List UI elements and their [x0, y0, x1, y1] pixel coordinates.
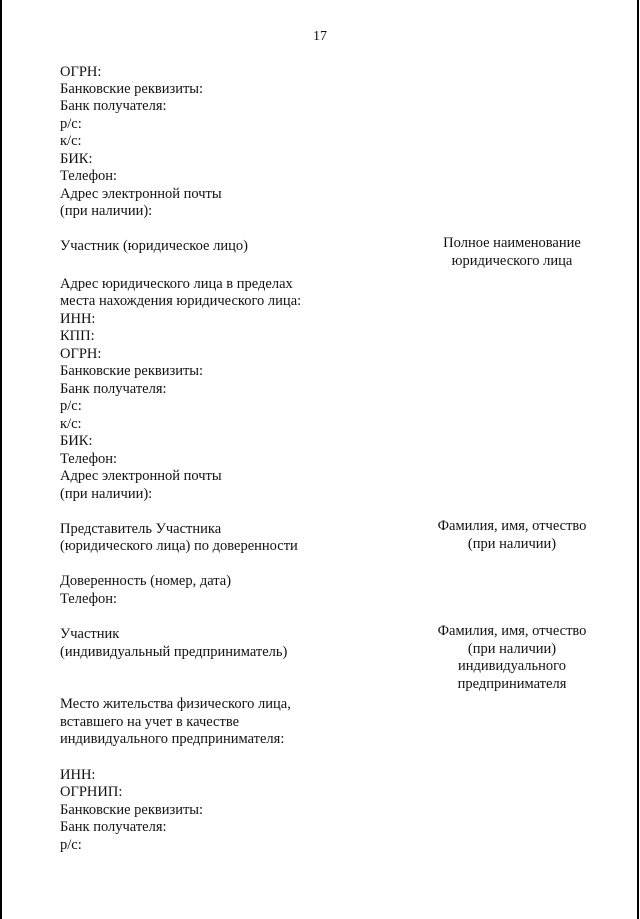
section3-line: ОГРНИП:: [60, 784, 123, 800]
power-of-attorney-line: Телефон:: [60, 591, 118, 607]
section1-line: Банк получателя:: [60, 98, 167, 114]
section1-line: Телефон:: [60, 168, 118, 184]
section2-line: БИК:: [60, 433, 93, 449]
section1-line: ОГРН:: [60, 64, 102, 80]
field-line: (при наличии): [467, 535, 557, 552]
field-line: предпринимателя: [457, 675, 567, 692]
page-number: 17: [313, 29, 327, 44]
right-border: [637, 0, 639, 919]
section2-line: места нахождения юридического лица:: [60, 293, 302, 309]
participant-ie-field: [412, 623, 612, 693]
section3-line: ИНН:: [60, 767, 96, 783]
representative-label: (юридического лица) по доверенности: [60, 538, 298, 554]
section2-line: КПП:: [60, 328, 95, 344]
section3-line: Банк получателя:: [60, 819, 167, 835]
field-line: (при наличии): [467, 640, 557, 657]
residence-line: индивидуального предпринимателя:: [60, 731, 285, 747]
participant-legal-field: [412, 235, 612, 270]
section2-line: Адрес электронной почты: [60, 468, 222, 484]
section1-line: Банковские реквизиты:: [60, 81, 204, 97]
section2-line: р/с:: [60, 398, 82, 414]
section1-line: р/с:: [60, 116, 82, 132]
section3-line: р/с:: [60, 837, 82, 853]
power-of-attorney-line: Доверенность (номер, дата): [60, 573, 232, 589]
section1-line: БИК:: [60, 151, 93, 167]
field-line: Полное наименование: [443, 235, 581, 251]
section2-line: ИНН:: [60, 311, 96, 327]
field-line: Фамилия, имя, отчество: [437, 623, 587, 639]
participant-ie-label: (индивидуальный предприниматель): [60, 644, 288, 660]
residence-line: вставшего на учет в качестве: [60, 714, 240, 730]
representative-label: Представитель Участника: [60, 521, 222, 537]
field-line: индивидуального: [458, 658, 566, 674]
section2-line: к/с:: [60, 416, 82, 432]
field-line: юридического лица: [451, 252, 573, 269]
residence-line: Место жительства физического лица,: [60, 696, 291, 712]
field-line: Фамилия, имя, отчество: [437, 518, 587, 534]
section2-line: (при наличии):: [60, 486, 153, 502]
section1-line: к/с:: [60, 133, 82, 149]
section2-line: Банк получателя:: [60, 381, 167, 397]
participant-legal-label: Участник (юридическое лицо): [60, 238, 248, 254]
section1-line: Адрес электронной почты: [60, 186, 222, 202]
section3-line: Банковские реквизиты:: [60, 802, 204, 818]
representative-field: [412, 518, 612, 553]
section1-line: (при наличии):: [60, 203, 153, 219]
section2-line: Адрес юридического лица в пределах: [60, 276, 293, 292]
section2-line: Телефон:: [60, 451, 118, 467]
section2-line: ОГРН:: [60, 346, 102, 362]
participant-ie-label: Участник: [60, 626, 120, 642]
left-border: [0, 0, 2, 919]
section2-line: Банковские реквизиты:: [60, 363, 204, 379]
